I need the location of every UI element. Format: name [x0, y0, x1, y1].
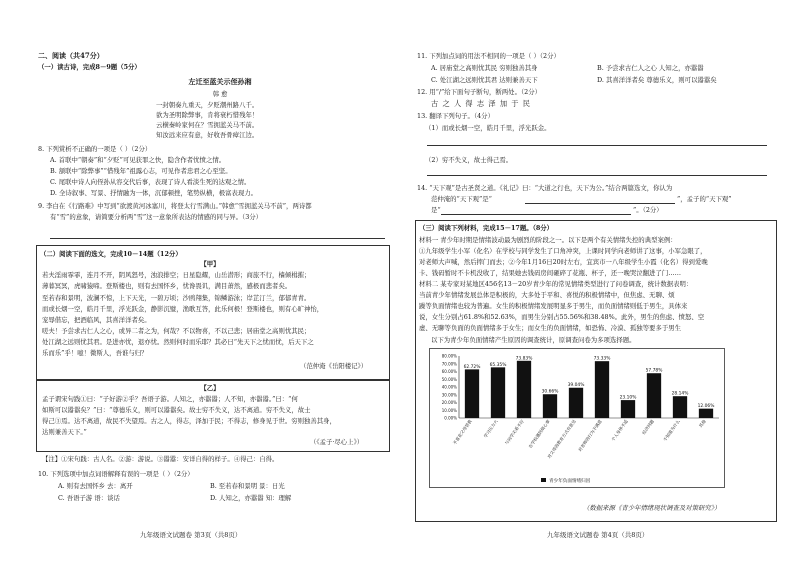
y-tick-label: 60.00% — [441, 369, 457, 374]
answer-blank[interactable] — [525, 203, 675, 204]
q14-line: 是“ — [431, 206, 441, 214]
poem-line: 云横秦岭家何在？雪拥蓝关马不前。 — [156, 121, 259, 129]
q11-option-c: C. 处江湖之远则忧其君 达则兼善天下 — [431, 76, 538, 84]
bar-value-label: 28.14% — [671, 391, 689, 397]
material-text: 说，女生分别占61.8%和52.63%，而男生分别占55.56%和38.48%。此外，男生的焦虑、愤怒、空 — [419, 313, 705, 321]
legend-swatch — [541, 478, 546, 482]
answer-line[interactable] — [427, 145, 767, 146]
chart-bar — [569, 388, 583, 418]
category-label: 对父母的教育方式有意见 — [546, 418, 577, 460]
bar-value-label: 30.66% — [541, 389, 559, 395]
jia-text: 乐而乐”乎！噫！微斯人，吾谁与归？ — [42, 349, 148, 357]
q14-line: 范仲淹的“天下观”是“ — [431, 195, 492, 203]
bar-value-label: 65.35% — [489, 362, 507, 368]
answer-line[interactable] — [427, 175, 767, 176]
material-text: 材料二 某专家对某地区456名13－20岁青少年的常见情绪类型进行了问卷调查，统计数据表明： — [419, 280, 693, 288]
q10-stem: 10. 下列选项中加点词语解释有误的一项是（ ）（2分） — [38, 470, 194, 478]
yi-text: 孟子谓宋句践①曰：“子好游②乎？吾语子游。人知之，亦嚣嚣；人不知，亦嚣嚣。”曰：“何 — [42, 395, 298, 403]
page-footer: 九年级语文试题卷 第3页（共8页） — [140, 531, 242, 539]
category-label: 不知道为什么 — [662, 418, 681, 443]
page-footer: 九年级语文试题卷 第4页（共8页） — [547, 531, 649, 539]
note: 【注】①宋句践：古人名。②游：游说。③嚣嚣：安详自得的样子。④得己：自得。 — [42, 455, 279, 463]
answer-blank[interactable] — [441, 214, 631, 215]
q12-stem: 12. 用“/”给下面句子断句，断两处。（2分） — [417, 88, 541, 96]
q13-stem: 13. 翻译下列句子。（4分） — [417, 112, 494, 120]
legend-label: 青少年负面情绪归因 — [549, 479, 591, 484]
material-text: 材料一 青少年时期是情绪波动最为剧烈的阶段之一。以下是两个有关情绪失控的典型案例： — [419, 236, 677, 244]
material-text: 虚、无聊等负面的负面情绪多于女生；而女生的负面情绪，如恐怖、冷漠、孤独等要多于男生 — [419, 324, 682, 332]
q10-option-a: A. 则有去国怀乡 去：离开 — [58, 482, 133, 490]
yi-text: 达则兼善天下。” — [42, 428, 87, 436]
q9-line: 9. 李白在《行路难》中写到“欲渡黄河冰塞川，将登太行雪满山。”韩愈“雪拥蓝关马不前”，两诗都 — [38, 202, 312, 210]
jia-text: 薄暮冥冥，虎啸猿啼。登斯楼也，则有去国怀乡，忧谗畏讥，满目萧然，感极而悲者矣。 — [42, 282, 292, 290]
q8-stem: 8. 下列赏析不正确的一项是（ ）（2分） — [38, 145, 152, 153]
q10-option-b: B. 至若春和景明 景：日光 — [210, 482, 285, 490]
poem-title: 左迁至蓝关示侄孙湘 — [188, 77, 252, 86]
jia-text: 若夫淫雨霏霏，连月不开，阴风怒号，浊浪排空；日星隐耀，山岳潜形；商旅不行，樯倾楫摧； — [42, 271, 311, 279]
jia-text: 至若春和景明，波澜不惊，上下天光，一碧万顷；沙鸥翔集，锦鳞游泳；岸芷汀兰，郁郁青青。 — [42, 294, 311, 302]
material-text: 当前青少年情绪发展总体是积极的，大多处于平和、喜悦的积极情绪中，但焦虑、无聊、烦 — [419, 291, 675, 299]
chart-bar — [465, 369, 479, 418]
section-title: 二、阅读（共47分） — [38, 51, 104, 60]
bar-value-label: 62.72% — [463, 364, 481, 370]
y-tick-label: 50.00% — [441, 376, 457, 382]
q10-option-d: D. 人知之，亦嚣嚣 知：理解 — [210, 494, 292, 502]
jia-text: 宠辱偕忘，把酒临风，其喜洋洋者矣。 — [42, 316, 151, 324]
category-label: 与同学关系不好 — [503, 418, 525, 446]
y-tick-label: 0.00% — [444, 415, 457, 421]
q8-option: C. 尾联中诗人向侄孙从容交代后事，表现了诗人看淡生死的达观之情。 — [50, 178, 251, 186]
y-tick-label: 80.00% — [441, 353, 457, 359]
poem-line: 知汝远来应有意，好收吾骨瘴江边。 — [156, 131, 259, 139]
q14-line: ”。（2分） — [633, 206, 663, 214]
bar-chart — [429, 348, 725, 488]
category-label: 经济问题 — [641, 418, 655, 436]
chart-bar — [699, 409, 713, 418]
q9-line: 有“雪”的意象，请简要分析两“雪”这一意象所表达的情感的同与异。（3分） — [50, 213, 263, 221]
category-label: 在学校遇到烦心事 — [527, 418, 551, 450]
chart-source: （数据来源《青少年情绪现状调查及对策研究》） — [583, 504, 721, 512]
material-text: 对老师大声喊，然后摔门而去；②今年1月16日20时左右，宜宾市一八年级学生小霞（化名）得到爱晚 — [419, 258, 708, 266]
bar-value-label: 57.78% — [645, 368, 663, 374]
bar-value-label: 73.33% — [593, 356, 611, 362]
category-label: 个人身体不适 — [610, 418, 629, 443]
yi-label: 【乙】 — [200, 384, 220, 392]
part1-label: （一）读古诗，完成8－9题（5分） — [38, 63, 141, 71]
jia-text: 嗟夫！予尝求古仁人之心，或异二者之为，何哉？不以物喜，不以己悲；居庙堂之高则忧其民； — [42, 327, 311, 335]
bar-value-label: 73.83% — [515, 356, 533, 362]
category-label: 其他 — [697, 418, 707, 429]
answer-line[interactable] — [50, 238, 385, 239]
material-text: 卡、钱码暂时不卡机没收了，结果她去钱码房间砸碎了花瓶、杯子，还一晚哭泣翻进了门…… — [419, 269, 682, 277]
chart-bar — [491, 367, 505, 418]
bar-value-label: 23.10% — [619, 395, 637, 401]
y-tick-label: 20.00% — [441, 400, 457, 405]
y-tick-label: 30.00% — [441, 392, 457, 398]
jia-text: 处江湖之远则忧其君。是进亦忧，退亦忧。然则何时而乐耶？其必曰“先天下之忧而忧，后天下之 — [42, 338, 314, 346]
category-label: 不喜欢父母管教 — [451, 418, 473, 446]
jia-label: 【甲】 — [200, 260, 220, 268]
q12-sentence: 古 之 人 得 志 泽 加 于 民 — [431, 99, 531, 108]
yi-text: 得己③焉。达不离道，故民不失望焉。古之人，得志，泽加于民；不得志，修身见于世。穷则独善其身， — [42, 417, 336, 425]
chart-bar — [647, 373, 661, 418]
q11-option-b: B. 予尝求古仁人之心 人知之，亦嚣嚣 — [597, 64, 704, 72]
q8-option: D. 全诗叙事、写景、抒情融为一体，沉郁顿挫，笔势纵横，极富表现力。 — [50, 189, 258, 197]
q11-stem: 11. 下列加点词的用法不相同的一项是（ ）（2分） — [417, 52, 560, 60]
q10-option-c: C. 吾语子游 语：谈话 — [58, 494, 120, 502]
q8-option: B. 颔联中“除弊事”“惜残年”祖露心志，可见作者忠君之心至坚。 — [50, 167, 232, 175]
yi-text: 如斯可以嚣嚣矣？”曰：“尊德乐义，则可以嚣嚣矣。故士穷不失义，达不离道。穷不失义，故士 — [42, 406, 311, 414]
chart-bar — [517, 361, 531, 418]
chart-intro: 以下为青少年负面情绪产生原因的调查统计，原调查问卷为多项选择题。 — [431, 336, 636, 344]
category-label: 对老师的行为不满意 — [577, 418, 603, 453]
q11-option-d: D. 其喜洋洋者矣 尊德乐义，则可以嚣嚣矣 — [597, 76, 717, 84]
right-page — [397, 0, 794, 562]
material-text: ①九年级学生小军（化名）在学校与同学发生了口角冲突，上课时同学向老师讲了这事，小军急眼了， — [419, 247, 707, 255]
category-label: 学习压力大 — [482, 418, 499, 439]
q13-sentence: （2）穷不失义，故士得己焉。 — [425, 156, 513, 164]
chart-bar — [673, 396, 687, 418]
poem-line: 欲为圣明除弊事，肯将衰朽惜残年！ — [156, 111, 259, 119]
q11-option-a: A. 居庙堂之高则忧其民 穷则独善其身 — [431, 64, 538, 72]
material-text: 躁等负面情绪也较为普遍。女生的积极情绪发展明显多于男生，而负面情绪则低于男生，具体来 — [419, 302, 688, 310]
bar-value-label: 39.04% — [567, 383, 585, 389]
poem-author: 韩 愈 — [212, 90, 228, 98]
y-tick-label: 70.00% — [441, 361, 457, 367]
q14-line: ”，孟子的“天下观” — [677, 195, 732, 203]
chart-bar — [595, 361, 609, 418]
part2-label: （二）阅读下面的选文，完成10－14题（12分） — [40, 250, 182, 258]
y-tick-label: 40.00% — [441, 384, 457, 390]
q8-option: A. 首联中“朝奏”和“夕贬”可见获罪之快，隐含作者忧愤之情。 — [50, 156, 226, 164]
chart-bar — [543, 394, 557, 418]
chart-bar — [621, 400, 635, 418]
q13-sentence: （1）而或长烟一空，皓月千里，浮光跃金。 — [425, 124, 551, 132]
poem-line: 一封朝奏九重天，夕贬潮州路八千。 — [156, 101, 259, 109]
jia-text: 而或长烟一空，皓月千里，浮光跃金，静影沉璧，渔歌互答，此乐何极！登斯楼也，则有心旷神怡， — [42, 305, 324, 313]
y-tick-label: 10.00% — [441, 407, 457, 413]
bar-value-label: 12.06% — [697, 404, 715, 410]
part3-label: （三）阅读下列材料，完成15－17题。（8分） — [419, 224, 554, 232]
q14-line: 14. “天下观”是古圣贤之道。《礼记》曰：“大道之行也，天下为公。”结合两篇选文，你认为 — [417, 184, 673, 192]
yi-source: （《孟子·尽心上》） — [310, 438, 364, 446]
jia-source: （范仲淹《岳阳楼记》） — [300, 362, 368, 370]
